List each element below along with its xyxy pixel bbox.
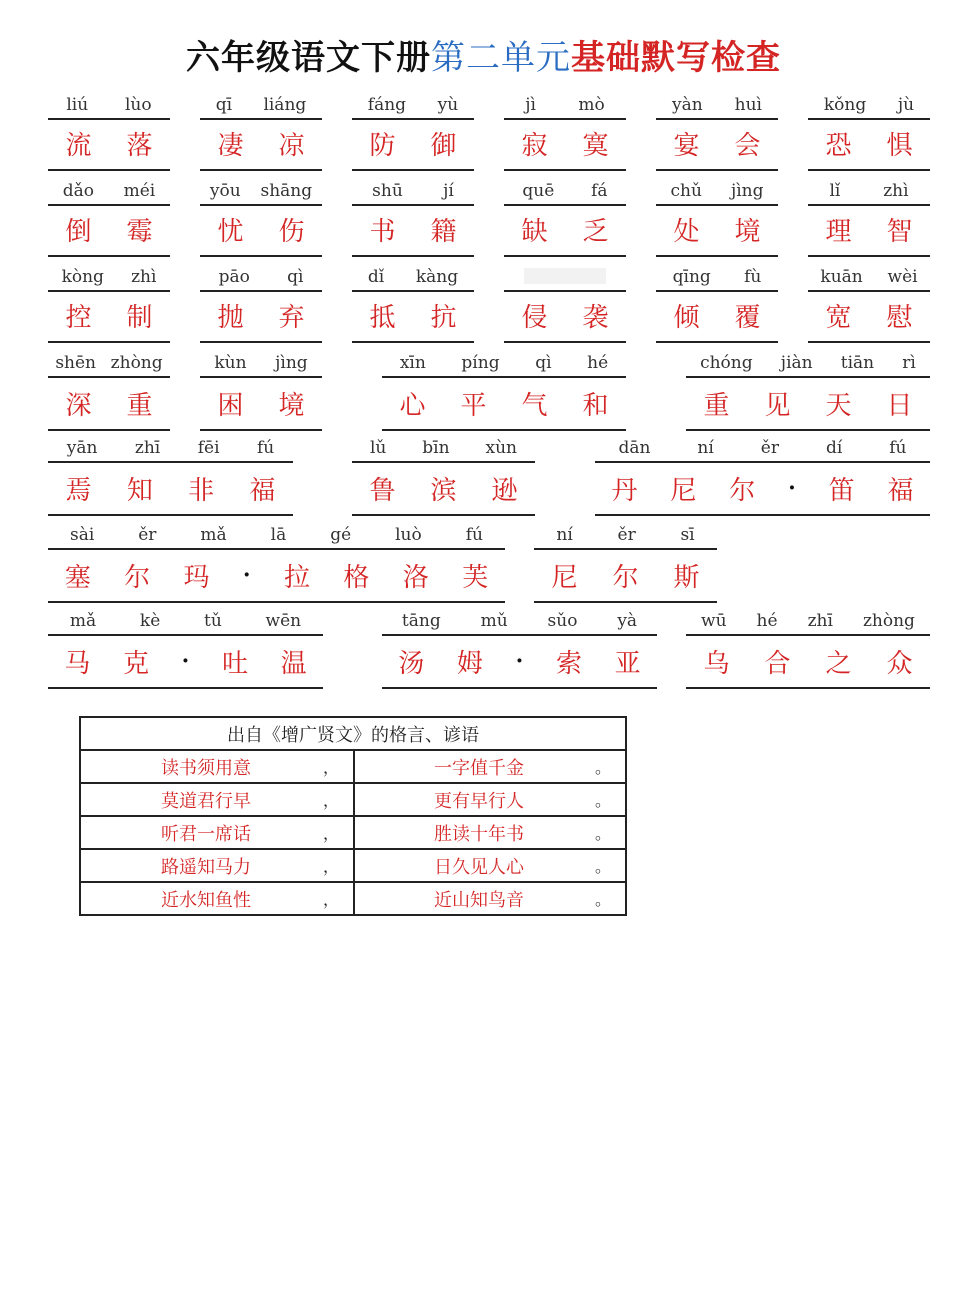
punctuation-mark: ， — [322, 791, 339, 810]
punctuation-mark: 。 — [594, 857, 611, 876]
answer-line — [504, 289, 626, 343]
answer-character: 福 — [887, 475, 914, 506]
pinyin-syllable: jiàn — [780, 353, 813, 373]
punctuation-mark: 。 — [594, 791, 611, 810]
pinyin-syllable: dǎo — [62, 181, 95, 201]
pinyin-syllable: wū — [701, 611, 727, 631]
pinyin-syllable: wèi — [887, 267, 918, 287]
answer-line — [352, 289, 474, 343]
punctuation-mark: 。 — [594, 824, 611, 843]
pinyin-line — [656, 260, 778, 292]
answer-character: 笛 — [828, 475, 855, 506]
pinyin-syllable: liú — [66, 95, 89, 115]
pinyin-syllable: dǐ — [367, 267, 385, 287]
pinyin-line — [48, 174, 170, 206]
pinyin-syllable: méi — [123, 181, 156, 201]
pinyin-syllable: ěr — [760, 438, 779, 458]
pinyin-syllable: fá — [591, 181, 608, 201]
answer-character: 深 — [65, 390, 92, 421]
pinyin-syllable: tiān — [840, 353, 875, 373]
pinyin-syllable: zhī — [807, 611, 833, 631]
answer-character: 汤 — [398, 648, 425, 679]
answer-line — [808, 289, 930, 343]
answer-character: 弃 — [278, 302, 305, 333]
pinyin-syllable: rì — [902, 353, 916, 373]
answer-character: 倒 — [65, 216, 92, 247]
pinyin-syllable: chóng — [700, 353, 753, 373]
name-separator-dot: · — [181, 648, 190, 674]
answer-character: 籍 — [430, 216, 457, 247]
pinyin-syllable: jìng — [275, 353, 308, 373]
pinyin-line — [808, 174, 930, 206]
pinyin-syllable: ní — [697, 438, 714, 458]
pinyin-syllable: qì — [287, 267, 304, 287]
answer-character: 重 — [703, 390, 730, 421]
pinyin-syllable: pāo — [218, 267, 250, 287]
answer-character: 流 — [65, 130, 92, 161]
answer-character: 抛 — [217, 302, 244, 333]
answer-line — [656, 117, 778, 171]
answer-character: 智 — [886, 216, 913, 247]
proverb-text: 读书须用意 — [161, 757, 251, 779]
pinyin-syllable: kàng — [415, 267, 459, 287]
pinyin-line — [48, 604, 323, 636]
pinyin-syllable: shēn — [55, 353, 97, 373]
pinyin-syllable: zhì — [883, 181, 909, 201]
answer-character: 控 — [65, 302, 92, 333]
pinyin-syllable: zhòng — [110, 353, 163, 373]
proverb-cell-left — [80, 816, 354, 849]
pinyin-line — [504, 260, 626, 292]
answer-character: 惧 — [886, 130, 913, 161]
pinyin-line — [48, 518, 505, 550]
answer-line — [48, 635, 323, 689]
answer-character: 倾 — [673, 302, 700, 333]
pinyin-syllable: kǒng — [823, 95, 867, 115]
answer-character: 伤 — [278, 216, 305, 247]
answer-character: 慰 — [886, 302, 913, 333]
punctuation-mark: ， — [322, 857, 339, 876]
title-part-grade: 六年级语文下册 — [186, 38, 431, 78]
pinyin-syllable: zhī — [134, 438, 161, 458]
answer-character: 寂 — [521, 130, 548, 161]
pinyin-syllable: ní — [556, 525, 573, 545]
pinyin-syllable: yù — [437, 95, 459, 115]
pinyin-syllable: lā — [270, 525, 287, 545]
pinyin-syllable: kè — [139, 611, 161, 631]
pinyin-syllable: gé — [330, 525, 352, 545]
pinyin-syllable: ěr — [138, 525, 157, 545]
pinyin-syllable: qīng — [672, 267, 711, 287]
pinyin-syllable: lùo — [124, 95, 152, 115]
answer-line — [200, 117, 322, 171]
pinyin-syllable: dān — [618, 438, 651, 458]
pinyin-syllable: píng — [461, 353, 500, 373]
pinyin-syllable: kùn — [214, 353, 247, 373]
answer-character: 寞 — [582, 130, 609, 161]
answer-character: 抵 — [369, 302, 396, 333]
answer-character: 亚 — [614, 648, 641, 679]
answer-character: 温 — [280, 648, 307, 679]
answer-character: 滨 — [430, 475, 457, 506]
pinyin-syllable: tǔ — [204, 611, 222, 631]
pinyin-line — [656, 174, 778, 206]
proverb-cell-right — [354, 816, 626, 849]
answer-character: 逊 — [491, 475, 518, 506]
pinyin-syllable: xīn — [399, 353, 426, 373]
answer-character: 恐 — [825, 130, 852, 161]
page-title — [0, 30, 967, 79]
answer-character: 福 — [249, 475, 276, 506]
pinyin-syllable: sǔo — [547, 611, 578, 631]
answer-character: 宽 — [825, 302, 852, 333]
answer-character: 鲁 — [369, 475, 396, 506]
answer-character: 霉 — [126, 216, 153, 247]
proverb-text: 胜读十年书 — [434, 823, 524, 845]
pinyin-line — [504, 174, 626, 206]
answer-character: 众 — [886, 648, 913, 679]
answer-line — [200, 377, 322, 431]
answer-character: 马 — [64, 648, 91, 679]
punctuation-mark: ， — [322, 824, 339, 843]
punctuation-mark: ， — [322, 890, 339, 909]
name-separator-dot: · — [788, 475, 796, 501]
proverb-cell-right — [354, 783, 626, 816]
answer-character: 天 — [825, 390, 852, 421]
answer-character: 凄 — [217, 130, 244, 161]
pinyin-syllable: sài — [69, 525, 95, 545]
pinyin-syllable: mǎ — [69, 611, 97, 631]
answer-character: 袭 — [582, 302, 609, 333]
proverb-text: 近水知鱼性 — [161, 889, 251, 911]
pinyin-syllable: kuān — [820, 267, 863, 287]
answer-character: 重 — [126, 390, 153, 421]
answer-character: 尼 — [670, 475, 697, 506]
answer-character: 和 — [582, 390, 609, 421]
pinyin-syllable: hé — [587, 353, 609, 373]
answer-character: 乌 — [703, 648, 730, 679]
punctuation-mark: ， — [322, 758, 339, 777]
punctuation-mark: 。 — [594, 758, 611, 777]
pinyin-syllable: bīn — [422, 438, 450, 458]
proverb-row — [80, 783, 626, 816]
proverb-text: 听君一席话 — [161, 823, 251, 845]
pinyin-syllable: sī — [680, 525, 695, 545]
answer-character: 缺 — [521, 216, 548, 247]
answer-character: 书 — [369, 216, 396, 247]
pinyin-line — [534, 518, 717, 550]
answer-line — [352, 203, 474, 257]
proverbs-heading: 出自《增广贤文》的格言、谚语 — [80, 717, 626, 750]
pinyin-syllable: mò — [578, 95, 605, 115]
pinyin-line — [656, 88, 778, 120]
pinyin-syllable: jí — [443, 181, 454, 201]
punctuation-mark: 。 — [594, 890, 611, 909]
pinyin-line — [200, 88, 322, 120]
pinyin-syllable: tāng — [401, 611, 441, 631]
pinyin-syllable: lǔ — [369, 438, 387, 458]
answer-character: 丹 — [611, 475, 638, 506]
answer-line — [656, 203, 778, 257]
answer-character: 见 — [764, 390, 791, 421]
pinyin-line — [352, 431, 535, 463]
answer-character: 焉 — [65, 475, 92, 506]
pinyin-line — [504, 88, 626, 120]
answer-line — [656, 289, 778, 343]
answer-character: 落 — [126, 130, 153, 161]
proverb-text: 路遥知马力 — [161, 856, 251, 878]
answer-character: 尼 — [551, 562, 578, 593]
answer-character: 塞 — [64, 562, 91, 593]
pinyin-syllable: jù — [897, 95, 915, 115]
pinyin-line — [352, 88, 474, 120]
answer-line — [200, 289, 322, 343]
answer-line — [200, 203, 322, 257]
pinyin-syllable: hé — [756, 611, 778, 631]
pinyin-line — [686, 604, 930, 636]
answer-line — [48, 462, 293, 516]
pinyin-syllable: qī — [215, 95, 233, 115]
pinyin-line — [382, 604, 657, 636]
pinyin-syllable: quē — [522, 181, 555, 201]
proverb-row — [80, 882, 626, 915]
proverb-cell-left — [80, 783, 354, 816]
title-part-unit: 第二单元 — [431, 38, 571, 78]
name-separator-dot: · — [242, 562, 251, 588]
pinyin-syllable: fù — [744, 267, 762, 287]
answer-character: 洛 — [402, 562, 429, 593]
pinyin-line — [595, 431, 930, 463]
pinyin-line — [48, 88, 170, 120]
answer-character: 宴 — [673, 130, 700, 161]
name-separator-dot: · — [515, 648, 524, 674]
pinyin-line — [352, 174, 474, 206]
pinyin-syllable: jìng — [730, 181, 764, 201]
answer-line — [382, 377, 626, 431]
pinyin-line — [808, 88, 930, 120]
pinyin-syllable: shū — [372, 181, 403, 201]
answer-character: 覆 — [734, 302, 761, 333]
answer-character: 会 — [734, 130, 761, 161]
answer-character: 抗 — [430, 302, 457, 333]
answer-character: 侵 — [521, 302, 548, 333]
proverb-cell-left — [80, 750, 354, 783]
pinyin-line — [352, 260, 474, 292]
answer-line — [48, 203, 170, 257]
pinyin-line — [200, 260, 322, 292]
answer-line — [504, 117, 626, 171]
pinyin-syllable: wēn — [265, 611, 302, 631]
answer-character: 拉 — [283, 562, 310, 593]
answer-character: 知 — [126, 475, 153, 506]
proverb-row — [80, 750, 626, 783]
proverb-cell-left — [80, 849, 354, 882]
answer-line — [808, 203, 930, 257]
pinyin-syllable: qì — [535, 353, 552, 373]
answer-line — [48, 117, 170, 171]
proverbs-table — [79, 716, 627, 916]
pinyin-syllable: yà — [617, 611, 638, 631]
answer-character: 理 — [825, 216, 852, 247]
answer-character: 气 — [521, 390, 548, 421]
pinyin-syllable: zhòng — [862, 611, 915, 631]
answer-character: 防 — [369, 130, 396, 161]
pinyin-syllable: fú — [465, 525, 483, 545]
pinyin-syllable: zhì — [131, 267, 157, 287]
pinyin-line — [200, 346, 322, 378]
answer-character: 之 — [825, 648, 852, 679]
pinyin-line — [48, 431, 293, 463]
answer-line — [534, 549, 717, 603]
answer-character: 尔 — [124, 562, 151, 593]
answer-character: 日 — [886, 390, 913, 421]
answer-line — [504, 203, 626, 257]
answer-character: 姆 — [456, 648, 483, 679]
answer-character: 斯 — [673, 562, 700, 593]
pinyin-line — [48, 346, 170, 378]
pinyin-syllable: kòng — [61, 267, 104, 287]
pinyin-syllable: yōu — [209, 181, 241, 201]
answer-character: 困 — [217, 390, 244, 421]
answer-character: 吐 — [221, 648, 248, 679]
proverb-cell-right — [354, 750, 626, 783]
answer-character: 尔 — [612, 562, 639, 593]
answer-line — [48, 377, 170, 431]
answer-line — [808, 117, 930, 171]
answer-character: 忧 — [217, 216, 244, 247]
pinyin-syllable: fú — [889, 438, 907, 458]
answer-character: 非 — [188, 475, 215, 506]
proverb-cell-left — [80, 882, 354, 915]
pinyin-syllable: jì — [525, 95, 536, 115]
pinyin-syllable: fáng — [367, 95, 407, 115]
answer-line — [382, 635, 657, 689]
answer-character: 心 — [399, 390, 426, 421]
answer-character: 境 — [734, 216, 761, 247]
pinyin-syllable: yàn — [671, 95, 703, 115]
pinyin-syllable: mǔ — [480, 611, 508, 631]
answer-character: 格 — [343, 562, 370, 593]
answer-character: 合 — [764, 648, 791, 679]
answer-line — [352, 117, 474, 171]
proverb-text: 一字值千金 — [434, 757, 524, 779]
proverb-text: 莫道君行早 — [161, 790, 251, 812]
answer-character: 制 — [126, 302, 153, 333]
pinyin-syllable: dí — [825, 438, 843, 458]
answer-character: 玛 — [183, 562, 210, 593]
answer-character: 境 — [278, 390, 305, 421]
answer-character: 乏 — [582, 216, 609, 247]
proverb-row — [80, 816, 626, 849]
pinyin-line — [48, 260, 170, 292]
pinyin-syllable: mǎ — [200, 525, 227, 545]
proverb-text: 近山知鸟音 — [434, 889, 524, 911]
proverb-cell-right — [354, 882, 626, 915]
pinyin-syllable: liáng — [263, 95, 307, 115]
answer-line — [48, 289, 170, 343]
answer-character: 索 — [555, 648, 582, 679]
answer-character: 平 — [460, 390, 487, 421]
pinyin-line — [382, 346, 626, 378]
title-part-check: 基础默写检查 — [571, 38, 781, 78]
pinyin-syllable: chǔ — [670, 181, 702, 201]
proverb-text: 更有早行人 — [434, 790, 524, 812]
answer-character: 克 — [122, 648, 149, 679]
pinyin-syllable: shāng — [260, 181, 313, 201]
proverb-cell-right — [354, 849, 626, 882]
pinyin-syllable: yān — [66, 438, 98, 458]
answer-character: 芙 — [462, 562, 489, 593]
proverb-row — [80, 849, 626, 882]
answer-line — [686, 635, 930, 689]
pinyin-syllable: ěr — [617, 525, 636, 545]
pinyin-line — [808, 260, 930, 292]
pinyin-line — [686, 346, 930, 378]
answer-character: 御 — [430, 130, 457, 161]
pinyin-syllable: huì — [734, 95, 762, 115]
pinyin-syllable: luò — [395, 525, 422, 545]
answer-character: 凉 — [278, 130, 305, 161]
answer-line — [48, 549, 505, 603]
pinyin-syllable: fú — [256, 438, 275, 458]
answer-line — [595, 462, 930, 516]
pinyin-syllable: lǐ — [829, 181, 841, 201]
pinyin-syllable: fēi — [197, 438, 220, 458]
answer-character: 处 — [673, 216, 700, 247]
answer-line — [352, 462, 535, 516]
answer-line — [686, 377, 930, 431]
pinyin-line — [200, 174, 322, 206]
answer-character: 尔 — [729, 475, 756, 506]
proverb-text: 日久见人心 — [434, 856, 524, 878]
pinyin-syllable: xùn — [485, 438, 518, 458]
